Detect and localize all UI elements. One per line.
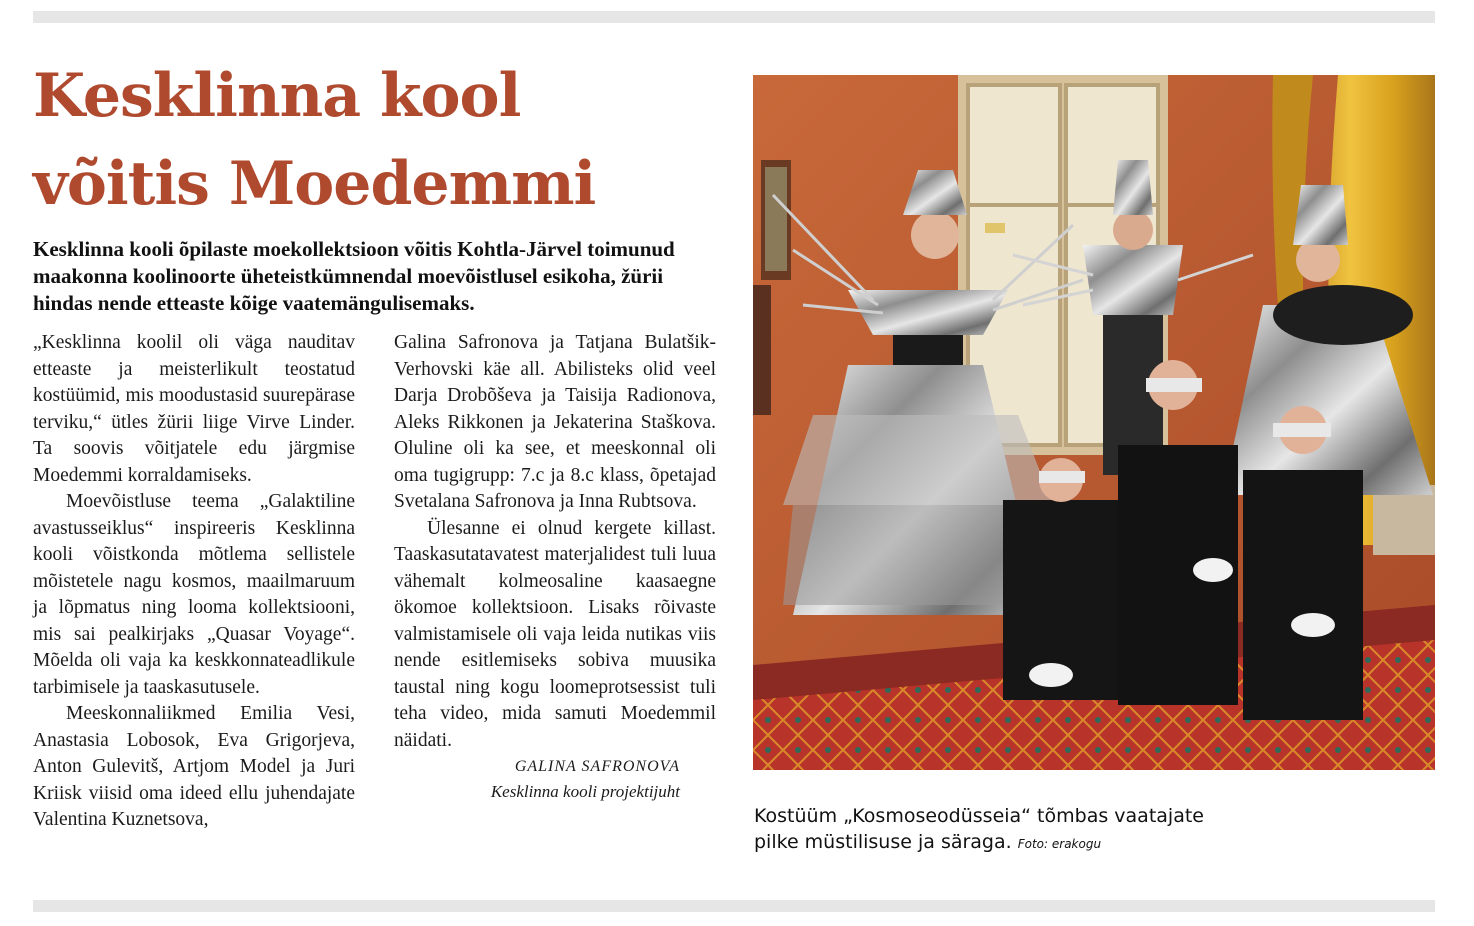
paragraph: Meeskonnaliikmed Emilia Vesi, Anastasia Lobosok, Eva Grigorjeva, Anton Gulevitš, Artjom Model ja Juri Kriisk viisid oma ideed ellu juhendajate Valentina Kuznetsova, xyxy=(33,703,355,830)
photo-credit: Foto: erakogu xyxy=(1017,837,1102,851)
byline xyxy=(394,754,716,804)
paragraph: „Kesklinna koolil oli väga nauditav etteaste ja meisterlikult teostatud kostüümid, mis moodustasid suurepärase terviku,“ ütles žürii liige Virve Linder. Ta soovis võitjatele edu järgmise Moedemmi korraldamiseks. xyxy=(33,332,355,486)
paragraph: Galina Safronova ja Tatjana Bulatšik-Verhovski käe all. Abilisteks olid veel Darja Drobõševa ja Taisija Radionova, Aleks Rikkonen ja Jekaterina Staškova. Oluline oli ka see, et meeskonnal oli oma tugigrupp: 7.c ja 8.c klass, õpetajad Svetalana Safronova ja Inna Rubtsova. xyxy=(394,332,716,512)
top-rule xyxy=(33,11,1435,23)
text-column-1 xyxy=(33,330,355,834)
costume-photo-illustration xyxy=(753,75,1435,770)
article-photo xyxy=(753,75,1435,770)
paragraph: Ülesanne ei olnud kergete killast. Taaskasutatavatest materjalidest tuli luua vähemalt kolmeosaline kaasaegne ökomoe kollektsioon. Lisaks rõivaste valmistamisele oli vaja leida nutikas viis nende esitlemiseks sobiva muusika taustal ning kogu loomeprotsessist tuli teha video, mida samuti Moedemmil näidati. xyxy=(394,517,716,751)
byline-role: Kesklinna kooli projektijuht xyxy=(490,782,680,801)
headline-line-2: võitis Moedemmi xyxy=(33,149,596,219)
caption-text: Kostüüm „Kosmoseodüsseia“ tõmbas vaatajate pilke müstilisuse ja säraga. xyxy=(754,805,1204,853)
text-column-2 xyxy=(394,330,716,804)
paragraph: Moevõistluse teema „Galaktiline avastusseiklus“ inspireeris Kesklinna kooli võistkonda mõtlema sellistele mõistetele nagu kosmos, maailmaruum ja lõpmatus ning looma kollektsiooni, mis sai pealkirjaks „Quasar Voyage“. Mõelda oli vaja ka keskkonnateadlikule tarbimisele ja taaskasutusele. xyxy=(33,491,355,698)
byline-name: GALINA SAFRONOVA xyxy=(514,758,680,775)
headline xyxy=(33,52,733,228)
bottom-rule xyxy=(33,900,1435,912)
photo-caption xyxy=(754,803,1254,857)
lede: Kesklinna kooli õpilaste moekollektsioon võitis Kohtla-Järvel toimunud maakonna koolinoorte üheteistkümnendal moevõistlusel esikoha, žürii hindas nende etteaste kõige vaatemängulisemaks. xyxy=(33,237,675,315)
headline-line-1: Kesklinna kool xyxy=(33,61,521,131)
